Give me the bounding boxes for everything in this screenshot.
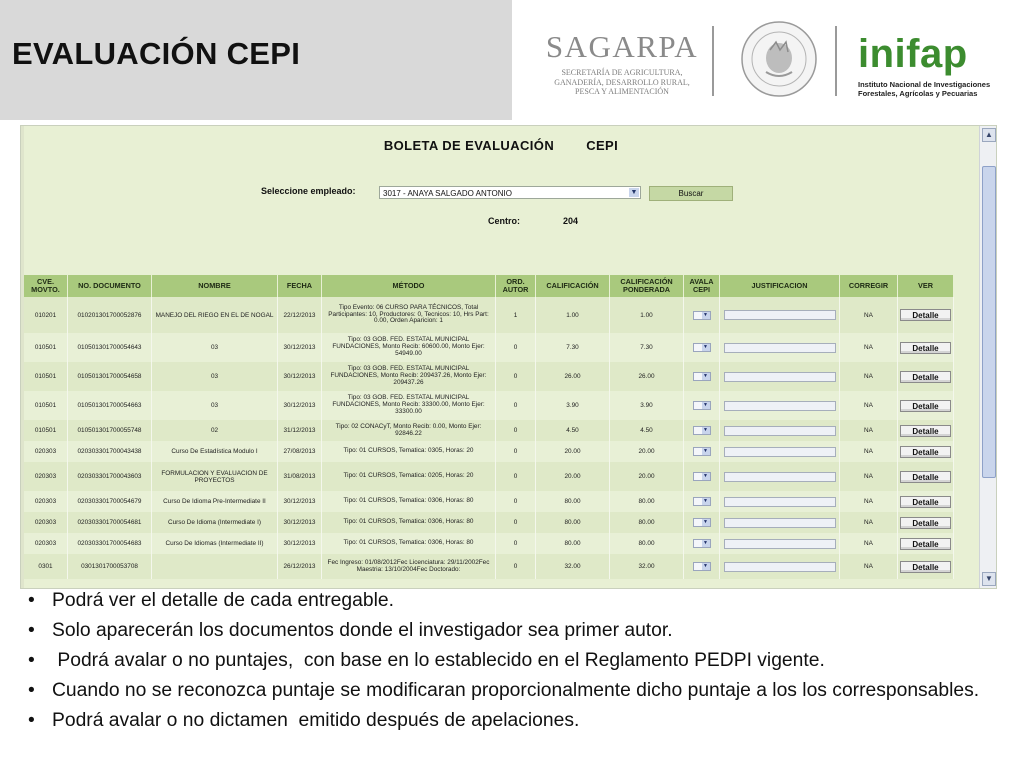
- cell-corregir: NA: [840, 441, 898, 462]
- cell-avala-cepi: [684, 333, 720, 362]
- cell-no-documento: 010501301700055748: [68, 420, 152, 441]
- bullet-list: [24, 588, 998, 738]
- sagarpa-wordmark: SAGARPA: [545, 29, 699, 64]
- justificacion-input[interactable]: [724, 343, 836, 353]
- centro-value: 204: [563, 216, 579, 226]
- column-header-no-documento: NO. DOCUMENTO: [68, 275, 152, 297]
- detalle-button[interactable]: Detalle: [900, 309, 951, 321]
- cell-ver: [898, 297, 954, 333]
- avala-select[interactable]: [693, 518, 711, 527]
- employee-label: Seleccione empleado:: [261, 186, 356, 196]
- cell-nombre: Curso De Idiomas (Intermediate II): [152, 533, 278, 554]
- table-row: [24, 533, 954, 554]
- cell-cve-movto: 020303: [24, 512, 68, 533]
- cell-cve-movto: 010201: [24, 297, 68, 333]
- column-header-avala-cepi: AVALA CEPI: [684, 275, 720, 297]
- avala-select[interactable]: [693, 447, 711, 456]
- chevron-down-icon[interactable]: ▼: [703, 427, 708, 433]
- cell-cve-movto: 020303: [24, 491, 68, 512]
- cell-no-documento: 010501301700054643: [68, 333, 152, 362]
- bullet-text: Podrá avalar o no dictamen emitido después de apelaciones.: [52, 710, 580, 731]
- detalle-button[interactable]: Detalle: [900, 342, 951, 354]
- cell-ord-autor: 0: [496, 554, 536, 579]
- sagarpa-subtitle-line: SECRETARÍA DE AGRICULTURA,: [561, 68, 683, 77]
- cell-ord-autor: 0: [496, 462, 536, 491]
- form-title: BOLETA DE EVALUACIÓN CEPI: [383, 138, 619, 153]
- cell-calificacion-ponderada: 32.00: [610, 554, 684, 579]
- inifap-subtitle: [858, 80, 1018, 98]
- cell-calificacion: 80.00: [536, 491, 610, 512]
- detalle-button[interactable]: Detalle: [900, 471, 951, 483]
- cell-justificacion: [720, 533, 840, 554]
- bullet-dot-icon: •: [28, 680, 35, 701]
- bullet-item: [24, 648, 998, 673]
- cell-calificacion: 80.00: [536, 512, 610, 533]
- cell-metodo: Tipo: 01 CURSOS, Tematica: 0305, Horas: 20: [322, 441, 496, 462]
- cell-cve-movto: 010501: [24, 420, 68, 441]
- column-header-ver: VER: [898, 275, 954, 297]
- cell-calificacion: 4.50: [536, 420, 610, 441]
- cell-fecha: 26/12/2013: [278, 554, 322, 579]
- cell-metodo: Fec Ingreso: 01/08/2012Fec Licenciatura: 29/11/2002Fec Maestria: 13/10/2004Fec Doctorado:: [322, 554, 496, 579]
- cell-calificacion: 26.00: [536, 362, 610, 391]
- column-header-ord-autor: ORD. AUTOR: [496, 275, 536, 297]
- cell-calificacion: 7.30: [536, 333, 610, 362]
- bullet-item: [24, 588, 998, 613]
- cell-cve-movto: 020303: [24, 462, 68, 491]
- cell-calificacion-ponderada: 80.00: [610, 512, 684, 533]
- column-header-nombre: NOMBRE: [152, 275, 278, 297]
- cell-fecha: 31/12/2013: [278, 420, 322, 441]
- cell-calificacion-ponderada: 20.00: [610, 441, 684, 462]
- avala-select[interactable]: [693, 311, 711, 320]
- logo-divider: [835, 26, 837, 96]
- justificacion-input[interactable]: [724, 518, 836, 528]
- table-row: [24, 491, 954, 512]
- cell-ver: [898, 333, 954, 362]
- cell-ver: [898, 362, 954, 391]
- cell-fecha: 27/08/2013: [278, 441, 322, 462]
- cell-corregir: NA: [840, 391, 898, 420]
- cell-metodo: Tipo: 03 GOB. FED. ESTATAL MUNICIPAL FUNDACIONES, Monto Recib: 33300.00, Monto Ejer: 33300.00: [322, 391, 496, 420]
- logo-bar: [512, 0, 1024, 120]
- search-button[interactable]: Buscar: [649, 186, 733, 201]
- cell-ord-autor: 0: [496, 491, 536, 512]
- bullet-dot-icon: •: [28, 650, 35, 671]
- cell-nombre: Curso De Idioma Pre-Intermediate II: [152, 491, 278, 512]
- cell-corregir: NA: [840, 554, 898, 579]
- cell-calificacion-ponderada: 3.90: [610, 391, 684, 420]
- cell-ord-autor: 0: [496, 533, 536, 554]
- table-row: [24, 462, 954, 491]
- title-panel: [0, 0, 512, 120]
- cell-ver: [898, 554, 954, 579]
- centro-label: Centro:: [488, 216, 520, 226]
- cell-justificacion: [720, 362, 840, 391]
- cell-corregir: NA: [840, 333, 898, 362]
- bullet-dot-icon: •: [28, 620, 35, 641]
- cell-metodo: Tipo: 03 GOB. FED. ESTATAL MUNICIPAL FUNDACIONES, Monto Recib: 60600.00, Monto Ejer: 54949.00: [322, 333, 496, 362]
- cell-metodo: Tipo: 01 CURSOS, Tematica: 0205, Horas: 20: [322, 462, 496, 491]
- cell-no-documento: 010201301700052876: [68, 297, 152, 333]
- table-row: [24, 420, 954, 441]
- cell-calificacion: 80.00: [536, 533, 610, 554]
- cell-no-documento: 020303301700054679: [68, 491, 152, 512]
- avala-select[interactable]: [693, 372, 711, 381]
- cell-ord-autor: 0: [496, 512, 536, 533]
- logo-divider: [712, 26, 714, 96]
- bullet-dot-icon: •: [28, 590, 35, 611]
- avala-select[interactable]: [693, 426, 711, 435]
- bullet-item: [24, 678, 998, 703]
- cell-no-documento: 020303301700043603: [68, 462, 152, 491]
- cell-avala-cepi: [684, 533, 720, 554]
- detalle-button[interactable]: Detalle: [900, 517, 951, 529]
- cell-ord-autor: 0: [496, 391, 536, 420]
- cell-corregir: NA: [840, 297, 898, 333]
- justificacion-input[interactable]: [724, 372, 836, 382]
- cell-ver: [898, 462, 954, 491]
- cell-metodo: Tipo: 02 CONACyT, Monto Recib: 0.00, Monto Ejer: 92846.22: [322, 420, 496, 441]
- chevron-down-icon[interactable]: ▼: [703, 473, 708, 479]
- cell-calificacion-ponderada: 80.00: [610, 533, 684, 554]
- justificacion-input[interactable]: [724, 426, 836, 436]
- table-row: [24, 512, 954, 533]
- table-row: [24, 297, 954, 333]
- cell-no-documento: 0301301700053708: [68, 554, 152, 579]
- cell-fecha: 31/08/2013: [278, 462, 322, 491]
- bullet-text: Cuando no se reconozca puntaje se modificaran proporcionalmente dicho puntaje a los los corresponsables.: [52, 680, 980, 701]
- scroll-down-icon[interactable]: ▼: [982, 572, 996, 586]
- cell-fecha: 30/12/2013: [278, 533, 322, 554]
- chevron-down-icon[interactable]: ▼: [703, 373, 708, 379]
- cell-justificacion: [720, 297, 840, 333]
- table-row: [24, 333, 954, 362]
- justificacion-input[interactable]: [724, 447, 836, 457]
- cell-nombre: 02: [152, 420, 278, 441]
- chevron-down-icon[interactable]: ▼: [630, 189, 638, 196]
- chevron-down-icon[interactable]: ▼: [703, 540, 708, 546]
- detalle-button[interactable]: Detalle: [900, 538, 951, 550]
- inifap-subtitle-line: Forestales, Agrícolas y Pecuarias: [858, 89, 978, 98]
- bullet-item: [24, 618, 998, 643]
- employee-select[interactable]: [379, 186, 641, 199]
- cell-avala-cepi: [684, 420, 720, 441]
- cell-justificacion: [720, 391, 840, 420]
- cell-nombre: FORMULACION Y EVALUACION DE PROYECTOS: [152, 462, 278, 491]
- cell-justificacion: [720, 491, 840, 512]
- inifap-subtitle-line: Instituto Nacional de Investigaciones: [858, 80, 991, 89]
- cell-metodo: Tipo: 01 CURSOS, Tematica: 0306, Horas: 80: [322, 533, 496, 554]
- mexico-seal-icon: [740, 20, 818, 98]
- slide-title: EVALUACIÓN CEPI: [12, 36, 301, 71]
- cell-corregir: NA: [840, 462, 898, 491]
- detalle-button[interactable]: Detalle: [900, 446, 951, 458]
- cell-ord-autor: 0: [496, 333, 536, 362]
- cell-ord-autor: 0: [496, 420, 536, 441]
- cell-avala-cepi: [684, 441, 720, 462]
- avala-select[interactable]: [693, 343, 711, 352]
- inifap-wordmark: inifap: [858, 32, 968, 76]
- cell-ord-autor: 0: [496, 441, 536, 462]
- cell-cve-movto: 020303: [24, 533, 68, 554]
- table-row: [24, 441, 954, 462]
- cell-nombre: [152, 554, 278, 579]
- table-header-row: [24, 275, 954, 297]
- column-header-cve-movto: CVE. MOVTO.: [24, 275, 68, 297]
- justificacion-input[interactable]: [724, 539, 836, 549]
- cell-no-documento: 010501301700054658: [68, 362, 152, 391]
- chevron-down-icon[interactable]: ▼: [703, 498, 708, 504]
- cell-calificacion-ponderada: 4.50: [610, 420, 684, 441]
- chevron-down-icon[interactable]: ▼: [703, 563, 708, 569]
- detalle-button[interactable]: Detalle: [900, 425, 951, 437]
- scrollbar-thumb[interactable]: [982, 166, 996, 478]
- sagarpa-subtitle-line: GANADERÍA, DESARROLLO RURAL,: [554, 77, 690, 87]
- sagarpa-subtitle-line: PESCA Y ALIMENTACIÓN: [575, 87, 669, 96]
- cell-cve-movto: 020303: [24, 441, 68, 462]
- justificacion-input[interactable]: [724, 310, 836, 320]
- cell-ord-autor: 1: [496, 297, 536, 333]
- bullet-text: Solo aparecerán los documentos donde el investigador sea primer autor.: [52, 620, 673, 641]
- detalle-button[interactable]: Detalle: [900, 496, 951, 508]
- cell-ver: [898, 441, 954, 462]
- cell-corregir: NA: [840, 533, 898, 554]
- inifap-logo: [858, 34, 1018, 104]
- justificacion-input[interactable]: [724, 401, 836, 411]
- vertical-scrollbar[interactable]: [979, 126, 996, 588]
- cell-avala-cepi: [684, 362, 720, 391]
- column-header-calificacion: CALIFICACIÓN: [536, 275, 610, 297]
- cell-cve-movto: 010501: [24, 362, 68, 391]
- cell-nombre: 03: [152, 333, 278, 362]
- cell-fecha: 30/12/2013: [278, 333, 322, 362]
- column-header-metodo: MÉTODO: [322, 275, 496, 297]
- cell-ver: [898, 420, 954, 441]
- cell-ver: [898, 491, 954, 512]
- cell-nombre: MANEJO DEL RIEGO EN EL DE NOGAL: [152, 297, 278, 333]
- cell-no-documento: 020303301700043438: [68, 441, 152, 462]
- justificacion-input[interactable]: [724, 497, 836, 507]
- detalle-button[interactable]: Detalle: [900, 400, 951, 412]
- cell-corregir: NA: [840, 512, 898, 533]
- cell-calificacion: 3.90: [536, 391, 610, 420]
- cell-no-documento: 020303301700054681: [68, 512, 152, 533]
- cell-calificacion-ponderada: 26.00: [610, 362, 684, 391]
- cell-corregir: NA: [840, 420, 898, 441]
- cell-fecha: 30/12/2013: [278, 391, 322, 420]
- avala-select[interactable]: [693, 472, 711, 481]
- table-row: [24, 554, 954, 579]
- cell-avala-cepi: [684, 391, 720, 420]
- table-row: [24, 362, 954, 391]
- chevron-down-icon[interactable]: ▼: [703, 344, 708, 350]
- cell-calificacion-ponderada: 7.30: [610, 333, 684, 362]
- cell-nombre: 03: [152, 391, 278, 420]
- cell-ver: [898, 512, 954, 533]
- table-row: [24, 391, 954, 420]
- cell-nombre: 03: [152, 362, 278, 391]
- cell-avala-cepi: [684, 554, 720, 579]
- cell-justificacion: [720, 554, 840, 579]
- cell-justificacion: [720, 441, 840, 462]
- bullet-dot-icon: •: [28, 710, 35, 731]
- cell-cve-movto: 010501: [24, 333, 68, 362]
- chevron-down-icon[interactable]: ▼: [703, 311, 708, 318]
- chevron-down-icon[interactable]: ▼: [703, 448, 708, 454]
- column-header-fecha: FECHA: [278, 275, 322, 297]
- cell-avala-cepi: [684, 491, 720, 512]
- cell-nombre: Curso De Idioma (Intermediate I): [152, 512, 278, 533]
- avala-select[interactable]: [693, 562, 711, 571]
- avala-select[interactable]: [693, 497, 711, 506]
- cell-fecha: 22/12/2013: [278, 297, 322, 333]
- cell-fecha: 30/12/2013: [278, 491, 322, 512]
- cell-metodo: Tipo: 01 CURSOS, Tematica: 0306, Horas: 80: [322, 512, 496, 533]
- cell-avala-cepi: [684, 297, 720, 333]
- cell-justificacion: [720, 512, 840, 533]
- cell-calificacion-ponderada: 20.00: [610, 462, 684, 491]
- cell-calificacion: 20.00: [536, 441, 610, 462]
- cell-metodo: Tipo Evento: 06 CURSO PARA TÉCNICOS, Total Participantes: 10, Productores: 0, Tecnicos: 10, Hrs Part: 0.00, Orden Aparicion: 1: [322, 297, 496, 333]
- cell-corregir: NA: [840, 491, 898, 512]
- column-header-calificacion-ponderada: CALIFICACIÓN PONDERADA: [610, 275, 684, 297]
- column-header-justificacion: JUSTIFICACION: [720, 275, 840, 297]
- column-header-corregir: CORREGIR: [840, 275, 898, 297]
- chevron-down-icon[interactable]: ▼: [703, 402, 708, 408]
- cell-ver: [898, 533, 954, 554]
- cell-justificacion: [720, 420, 840, 441]
- cell-justificacion: [720, 333, 840, 362]
- cell-ver: [898, 391, 954, 420]
- cell-metodo: Tipo: 01 CURSOS, Tematica: 0306, Horas: 80: [322, 491, 496, 512]
- cell-corregir: NA: [840, 362, 898, 391]
- cell-calificacion: 1.00: [536, 297, 610, 333]
- cell-calificacion: 20.00: [536, 462, 610, 491]
- employee-select-value: 3017 - ANAYA SALGADO ANTONIO: [383, 189, 512, 198]
- cell-fecha: 30/12/2013: [278, 362, 322, 391]
- sagarpa-logo: [542, 30, 702, 110]
- justificacion-input[interactable]: [724, 472, 836, 482]
- scroll-up-icon[interactable]: ▲: [982, 128, 996, 142]
- detalle-button[interactable]: Detalle: [900, 561, 951, 573]
- sagarpa-subtitle: [542, 68, 702, 97]
- cell-justificacion: [720, 462, 840, 491]
- evaluation-app-window: [20, 125, 997, 589]
- cell-calificacion-ponderada: 80.00: [610, 491, 684, 512]
- cell-metodo: Tipo: 03 GOB. FED. ESTATAL MUNICIPAL FUNDACIONES, Monto Recib: 209437.26, Monto Ejer: 209437.26: [322, 362, 496, 391]
- cell-avala-cepi: [684, 512, 720, 533]
- cell-avala-cepi: [684, 462, 720, 491]
- bullet-text: Podrá avalar o no puntajes, con base en lo establecido en el Reglamento PEDPI vigente.: [52, 650, 825, 671]
- cell-cve-movto: 010501: [24, 391, 68, 420]
- justificacion-input[interactable]: [724, 562, 836, 572]
- avala-select[interactable]: [693, 539, 711, 548]
- cell-no-documento: 010501301700054663: [68, 391, 152, 420]
- detalle-button[interactable]: Detalle: [900, 371, 951, 383]
- bullet-item: [24, 708, 998, 733]
- cell-nombre: Curso De Estadística Modulo I: [152, 441, 278, 462]
- chevron-down-icon[interactable]: ▼: [703, 519, 708, 525]
- cell-fecha: 30/12/2013: [278, 512, 322, 533]
- cell-ord-autor: 0: [496, 362, 536, 391]
- cell-no-documento: 020303301700054683: [68, 533, 152, 554]
- bullet-text: Podrá ver el detalle de cada entregable.: [52, 590, 394, 611]
- cell-calificacion-ponderada: 1.00: [610, 297, 684, 333]
- cell-cve-movto: 0301: [24, 554, 68, 579]
- cell-calificacion: 32.00: [536, 554, 610, 579]
- avala-select[interactable]: [693, 401, 711, 410]
